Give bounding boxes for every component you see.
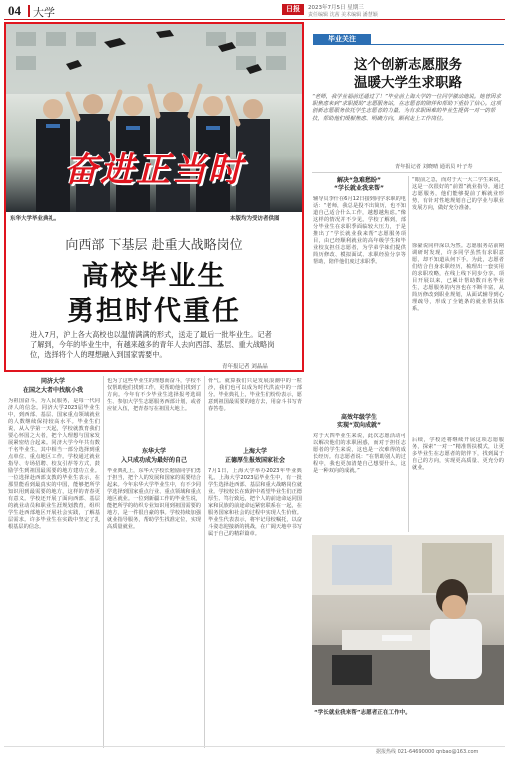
page-number: 04 [8, 3, 21, 18]
lead-kicker: 向西部 下基层 赴重大战略岗位 [65, 238, 243, 253]
lead-headline-line2: 勇担时代重任 [67, 296, 241, 327]
col2-title-b: 入只成功成为最好的自己 [120, 457, 187, 464]
photo-credit: 本版均为受访者供图 [230, 216, 280, 222]
section-name: 大学 [33, 6, 55, 19]
issue-date: 2023年7月5日 星期三 [308, 5, 364, 11]
footer-contact: 据报热线 021-64690000 qnbao@163.com [376, 749, 479, 755]
right-body1: 辅导员李什在6月12日接到同学求职的电话：“老师，我总是投不出简历，也不知道自己适合什么工作，越想越焦虑。”像这样的情况并不少见。学校了解到，部分毕业生在求职季面临较大压力，于是推出了“学长就业我来帮”志愿服务项目，由已经顺利就业的高年级学生和毕业校友担任志愿者，为学弟学妹们提供简历修改、模拟面试、求职经验分享等帮助，陪伴他们度过求职季。 [313, 196, 406, 265]
right-headline-line2: 温暖大学生求职路 [354, 75, 462, 91]
col3-body: 骨气。就算我们只是发展浪潮中的一粒沙，我们也可以成为时代洪流中的一部分。毕业典礼上，毕业生们纷纷表示，愿意到祖国最需要的地方去，用奋斗书写青春答卷。 [208, 378, 302, 412]
lead-headline-line1: 高校毕业生 [81, 261, 227, 292]
lead-intro: 进入7月，沪上各大高校也以温情满满的形式，送走了最后一批毕业生。记者了解到，今年的毕业生中，有越来越多的青年人去向西部、基层、重大战略岗位，选择将个人的理想融入到国家需要中。 [30, 330, 275, 359]
right-sub2: 高效年级学生 实现“双向成就” [337, 414, 381, 429]
right-intro-rule [312, 172, 502, 173]
section-tag [313, 34, 371, 45]
lead-banner: 奋进正当时 [64, 150, 244, 190]
right-headline-line1: 这个创新志愿服务 [354, 57, 462, 73]
right-intro: “老师，我学业福前还通过了！”毕业前上海大学的一位同学激动地说。她曾因求职焦虑来到“求职援助”志愿服务站，在志愿者的陪伴和帮助下重拾了信心。这项创新志愿服务依托学生志愿者的力量，为有求职困难的毕业生提供一对一的帮扶，帮助他们缓解焦虑、明确方向，顺利走上工作岗位。 [312, 94, 501, 122]
right-colb-top: “眼前之急，而对于大一大二学生来说，这是一次很好的“前置”就业指导。通过志愿服务，他们能够提前了解就业形势，有针对性地规划自己的学业与职业发展方向，做好充分准备。 [412, 177, 504, 211]
col1-title-b: 在国之大者中找航小我 [22, 387, 83, 394]
col-divider-1 [103, 376, 104, 748]
col2-body-2: 毕业典礼上，东华大学校长勉励同学们勇于担当，把个人的发展和国家的需要结合起来。今年东华大学毕业生中，有不少同学选择到国家重点行业、重点领域和重点地区就业。一位到新疆工作的毕业生说，能把所学的纺织专业知识用到祖国需要的地方，是一件很自豪的事。学校持续加强就业指导服务，帮助学生找准定位，实现高质量就业。 [107, 468, 201, 530]
masthead-rule [4, 19, 505, 20]
col3-title-a: 上海大学 [242, 448, 267, 455]
col2-title-a: 东华大学 [141, 448, 166, 455]
section-tag-label: 毕业关注 [328, 35, 356, 43]
right-colb-body: 徐豪说同样深以为然。志愿服务站前期调研时发现，许多同学虽然有求职意愿，却不知道从何下手。为此，志愿者们结合自身求职经历，梳理出一套实用的求职攻略，在线上线下同步分享。项目开展以来，已累计帮助数百名毕业生，志愿服务的内容也在不断丰富，从简历修改到职业规划，从面试辅导到心理疏导，形成了全链条的就业帮扶体系。 [412, 243, 504, 312]
photo-caption: 东华大学毕业典礼。 [10, 216, 60, 222]
right-body2: 对于大四毕业生来说，此次志愿活动可以解决他们的求职困惑，而对于担任志愿者的学生来说，这也是一次难得的成长经历。有志愿者说：“在帮助别人的过程中，我也更加清楚自己想要什么，这是一种双向的成就。” [313, 433, 406, 474]
col-divider-2 [204, 376, 205, 748]
issue-editors: 责任编辑 沈茜 美术编辑 潘慧颖 [308, 12, 378, 18]
right-colb-bottom: 后续，学校还将继续开展这项志愿服务，探索“一对一”精准帮扶模式，让更多毕业生在志愿者的陪伴下，找到属于自己的方向，实现更高质量、更充分的就业。 [412, 437, 504, 471]
right-sub1: 解决“急难愁盼” “学长就业我来帮” [334, 177, 384, 192]
volunteer-photo-caption: “学长就业我来帮”志愿者正在工作中。 [314, 710, 411, 716]
page-number-divider [28, 5, 30, 17]
section-tag-rule [371, 44, 504, 45]
col2-body: 也为了这些毕业生的理想而奋斗，学校不仅帮助他们找到工作，更帮助他们找到了方向。今年有不少毕业生选择报考选调生、参加大学生志愿服务西部计划，或者应征入伍，把青春写在祖国大地上。 [107, 378, 201, 412]
right-col-divider [408, 176, 409, 532]
volunteer-photo [312, 535, 504, 705]
volunteer-desk-icon [312, 535, 504, 705]
col1-title-a: 同济大学 [40, 378, 65, 385]
right-byline: 青年报记者 刘晓晴 通讯员 叶子寿 [395, 164, 473, 170]
lead-byline: 青年报记者 刘晶晶 [222, 364, 268, 370]
footer-rule [4, 746, 505, 747]
col3-body-2: 7月1日，上海大学举办2023年毕业典礼。上海大学2023届毕业生中，有一批学生选择赴西部、基层和重大战略岗位就业。学校校长在致辞中希望毕业生们正德厚生、笃行致远，把个人的前途命运同国家和民族的前途命运紧密联系在一起，在服务国家和社会的过程中实现人生价值。毕业生代表表示，将牢记母校嘱托，以奋斗姿态迎接新的挑战，在广阔天地中书写属于自己的精彩篇章。 [208, 468, 302, 537]
col1-body: 为祖国奋斗，为人民服务，是每一代同济人的信念。同济大学2023届毕业生中，到西部、基层、国家重点领域就业的人数继续保持较高水平。毕业生们说，从入学第一天起，学校就教育我们要心怀国之大者，把个人理想与国家发展紧密结合起来。同济大学今年共有数千名毕业生，其中相当一部分选择到重点单位、重点地区工作。学校通过就业指导、专场招聘、校友引荐等方式，鼓励学生到祖国最需要的地方建功立业。一位选择赴西部支教的毕业生表示，在那里能看到最真实的中国，能够把所学知识用到最需要的地方，这样的青春更有意义。学校还开展了面向西部、基层的就业动员和职业生涯规划教育，组织学生赴西部地区开展社会实践，了解基层需求。许多毕业生在实践中坚定了扎根基层的信念。 [8, 398, 100, 530]
col3-title-b: 正德厚生报效国家社会 [224, 457, 285, 464]
newspaper-logo: 日报 [282, 4, 304, 15]
masthead [0, 0, 509, 20]
